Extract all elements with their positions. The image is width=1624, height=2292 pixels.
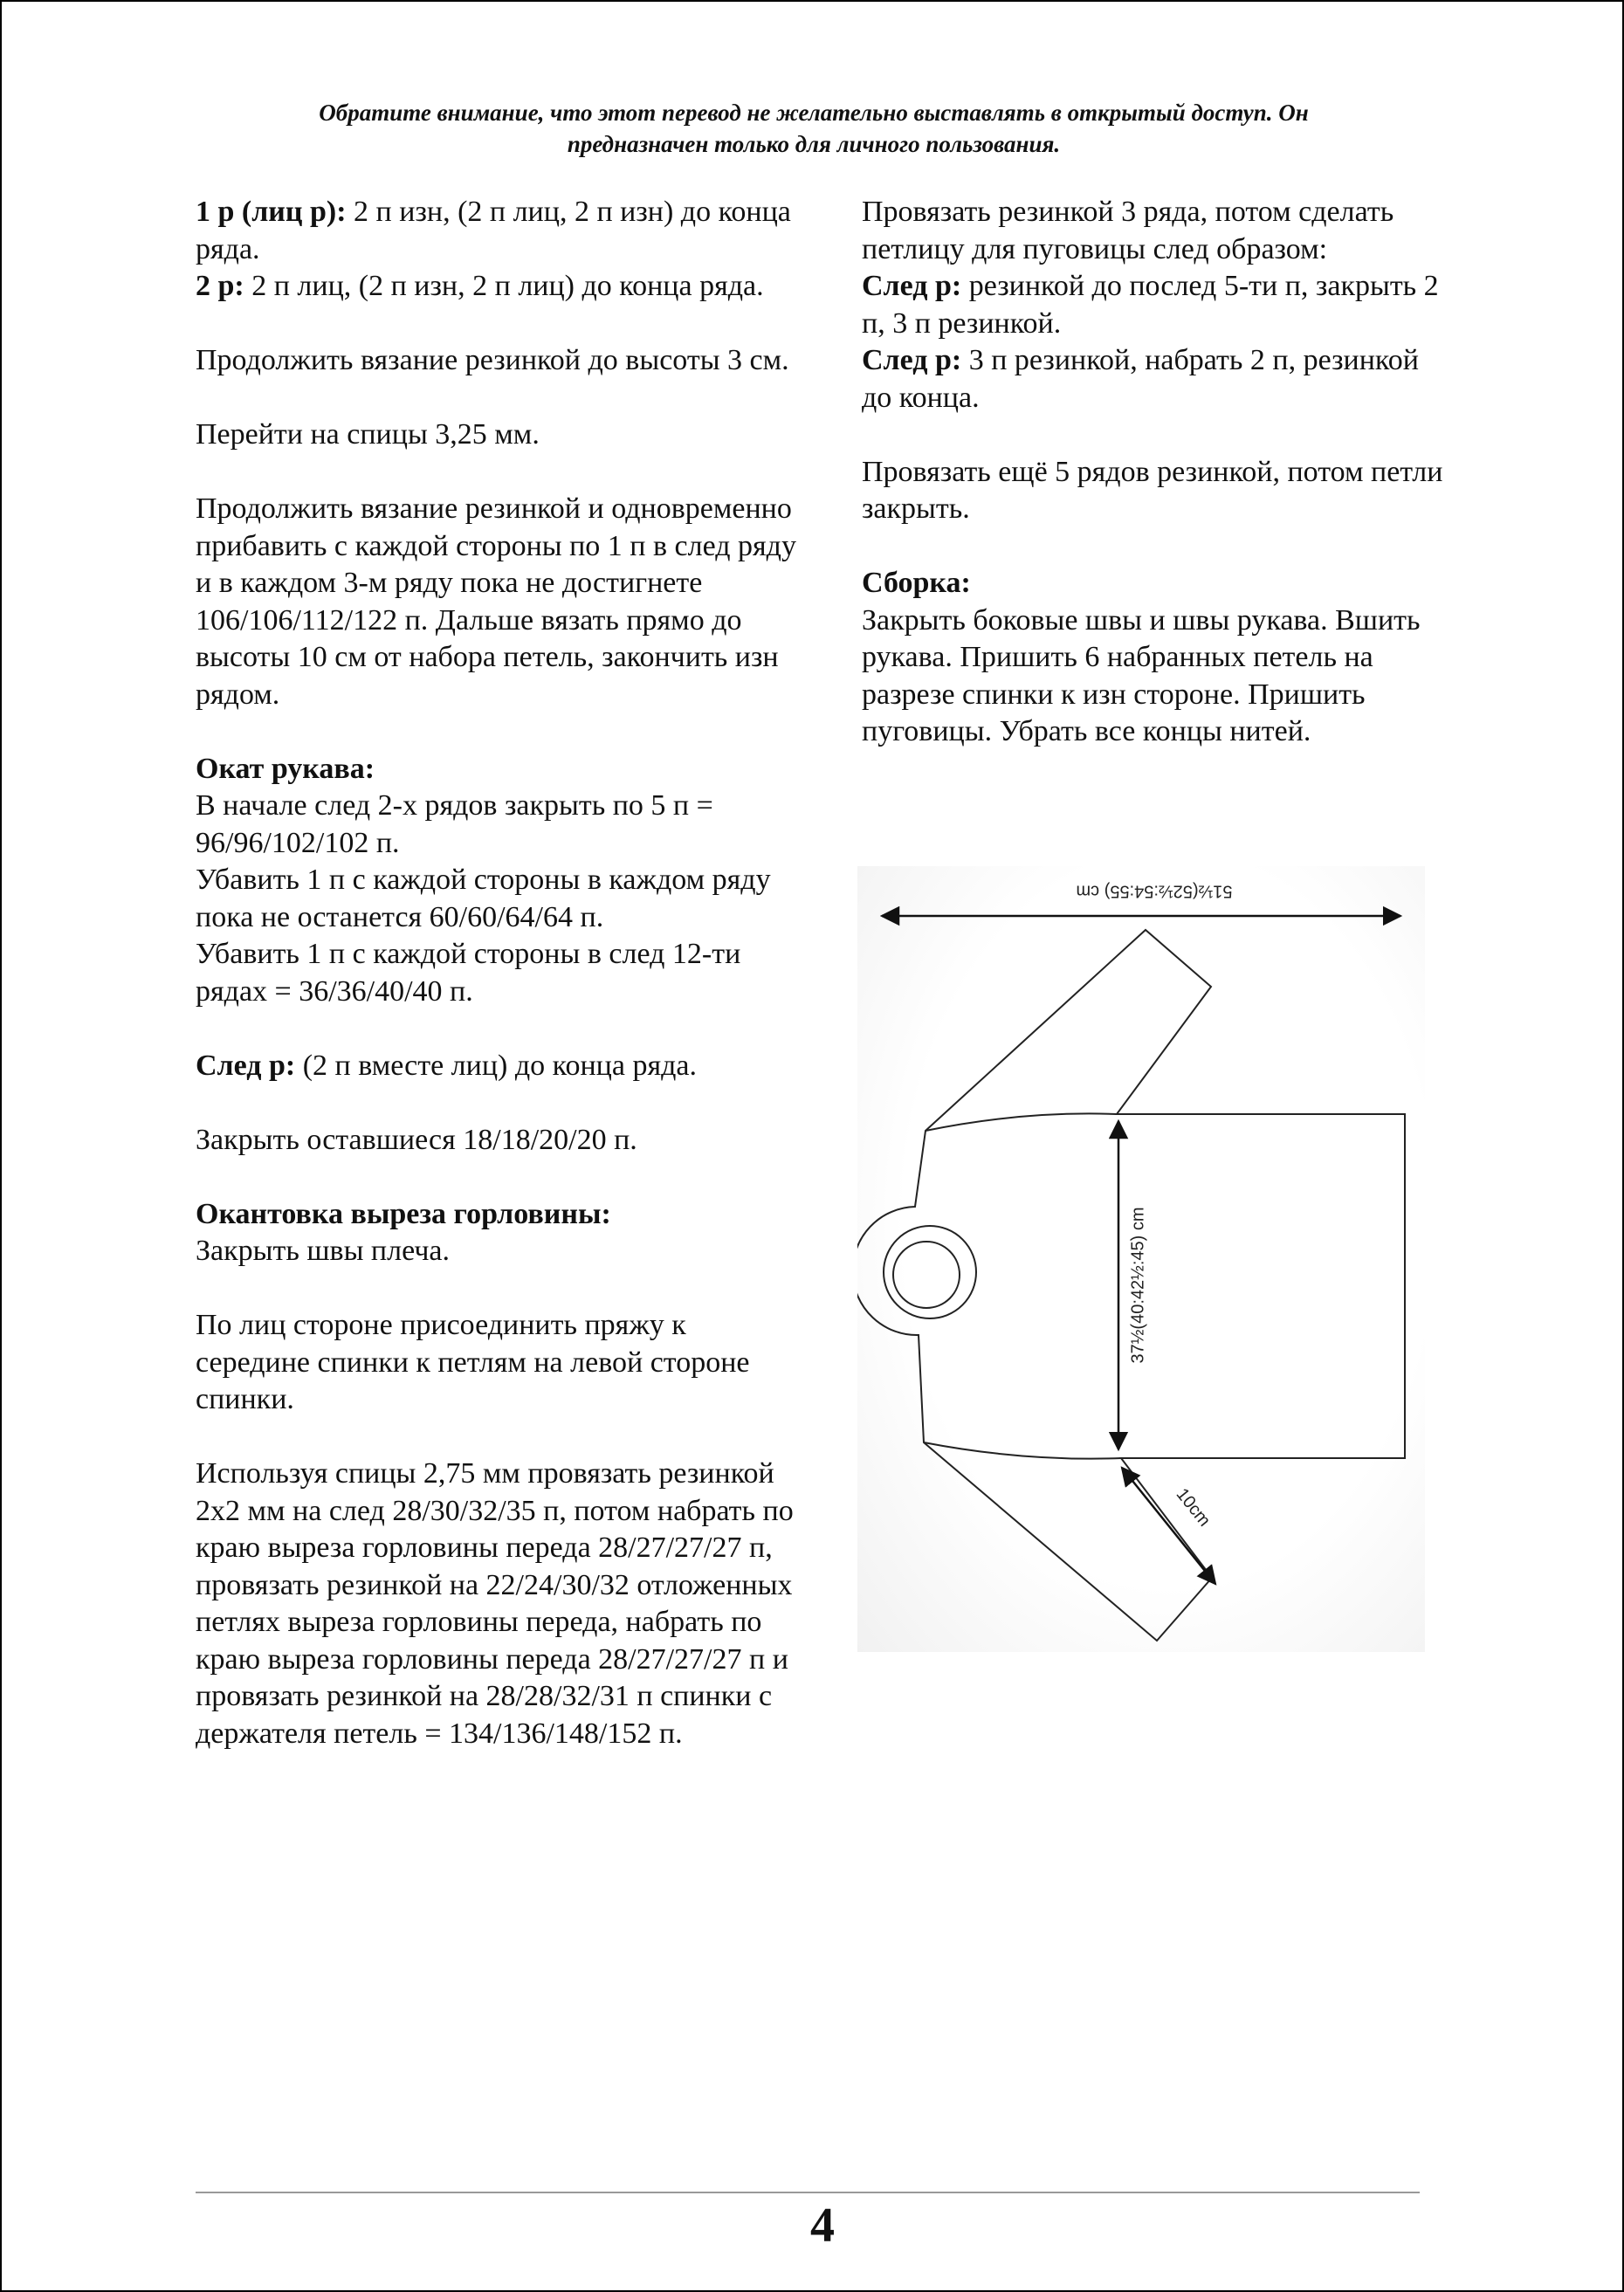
next-row-label: След р: xyxy=(196,1049,296,1082)
sleeve-cap-heading: Окат рукава: xyxy=(196,752,375,785)
buttonhole-row-2-text: 3 п резинкой, набрать 2 п, резинкой до конца. xyxy=(862,344,1419,414)
lower-sleeve-seam xyxy=(924,1442,1121,1459)
row-2-label: 2 р: xyxy=(196,270,244,302)
right-column xyxy=(862,194,1447,788)
buttonhole-section xyxy=(862,194,1447,416)
privacy-notice xyxy=(203,98,1425,160)
increase-paragraph: Продолжить вязание резинкой и одновременно прибавить с каждой стороны по 1 п в след ряду и в каждом 3-м ряду пока не достигнете 106/106/112/122 п. Дальше вязать прямо до высоты 10 см от набора петель, закончить изн рядом. xyxy=(196,492,796,711)
buttonhole-row-1-label: След р: xyxy=(862,270,962,302)
neckband-heading: Окантовка выреза горловины: xyxy=(196,1197,611,1230)
neckband-step-1: Закрыть швы плеча. xyxy=(196,1235,451,1267)
join-yarn-paragraph: По лиц стороне присоединить пряжу к середине спинки к петлям на левой стороне спинки. xyxy=(196,1309,750,1415)
page-number: 4 xyxy=(810,2199,835,2253)
neckband-section xyxy=(196,1196,807,1270)
footer-divider xyxy=(196,2192,1420,2193)
assembly-section xyxy=(862,565,1447,751)
width-label: 51½(52½:54:55) cm xyxy=(1076,881,1233,901)
left-column xyxy=(196,194,807,1790)
row-2-text: 2 п лиц, (2 п изн, 2 п лиц) до конца ряда. xyxy=(244,270,764,302)
length-label: 37½(40:42½:45) cm xyxy=(1128,1207,1148,1364)
buttonhole-row-2-label: След р: xyxy=(862,344,962,376)
neck-opening-outer xyxy=(884,1226,976,1318)
neck-opening-inner xyxy=(893,1242,960,1308)
neckband-rib-paragraph: Используя спицы 2,75 мм провязать резинкой 2x2 мм на след 28/30/32/35 п, потом набрать по краю выреза горловины переда 28/27/27/27 п, провязать резинкой на 22/24/30/32 отложенных петлях выреза горловины переда, набрать по краю выреза горловины переда 28/27/27/27 п и провязать резинкой на 28/28/32/31 п спинки с держателя петель = 134/136/148/152 п. xyxy=(196,1457,794,1750)
notice-line-2: предназначен только для личного пользования. xyxy=(567,130,1061,157)
assembly-text: Закрыть боковые швы и швы рукава. Вшить рукава. Пришить 6 набранных петель на разрезе спинки к изн стороне. Пришить пуговицы. Убрать все концы нитей. xyxy=(862,603,1421,747)
row-instructions xyxy=(196,194,807,306)
buttonhole-row-1-text: резинкой до послед 5-ти п, закрыть 2 п, 3 п резинкой. xyxy=(862,270,1439,340)
next-row-text: (2 п вместе лиц) до конца ряда. xyxy=(295,1049,697,1082)
bind-off-paragraph: Закрыть оставшиеся 18/18/20/20 п. xyxy=(196,1123,637,1156)
upper-sleeve-seam xyxy=(926,1113,1117,1131)
sleeve-cap-step-3: Убавить 1 п с каждой стороны в след 12-ти рядах = 36/36/40/40 п. xyxy=(196,938,741,1008)
notice-line-1: Обратите внимание, что этот перевод не желательно выставлять в открытый доступ. Он xyxy=(319,100,1309,126)
change-needles-paragraph: Перейти на спицы 3,25 мм. xyxy=(196,418,540,451)
cuff-label: 10cm xyxy=(1172,1484,1215,1531)
sleeve-cap-step-1: В начале след 2-х рядов закрыть по 5 п = 96/96/102/102 п. xyxy=(196,789,713,859)
row-1-text: 2 п изн, (2 п лиц, 2 п изн) до конца ряда. xyxy=(196,196,791,265)
continue-rib-paragraph: Продолжить вязание резинкой до высоты 3 см. xyxy=(196,344,789,376)
sweater-schematic xyxy=(857,866,1425,1652)
sleeve-cap-section xyxy=(196,751,807,1011)
buttonhole-intro: Провязать резинкой 3 ряда, потом сделать петлицу для пуговицы след образом: xyxy=(862,196,1394,265)
row-1-label: 1 р (лиц р): xyxy=(196,196,347,228)
assembly-heading: Сборка: xyxy=(862,567,971,599)
finish-rib-paragraph: Провязать ещё 5 рядов резинкой, потом петли закрыть. xyxy=(862,455,1443,525)
schematic-drawing xyxy=(857,866,1425,1652)
next-row-paragraph xyxy=(196,1048,807,1085)
sleeve-cap-step-2: Убавить 1 п с каждой стороны в каждом ряду пока не останется 60/60/64/64 п. xyxy=(196,864,771,933)
